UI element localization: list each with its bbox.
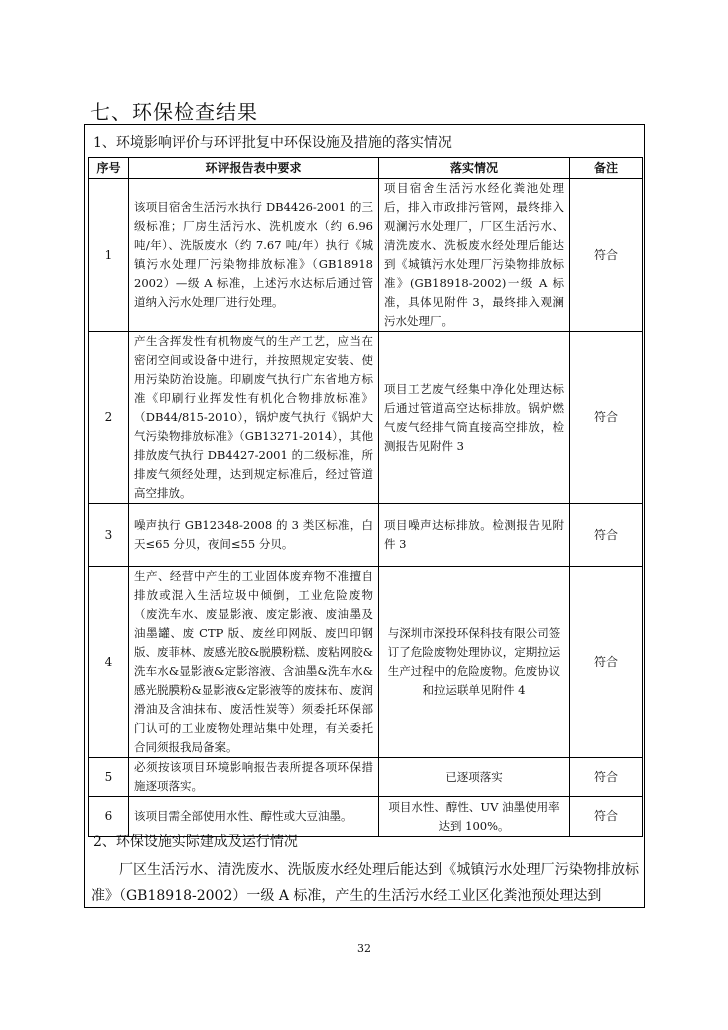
row-implementation: 项目宿舍生活污水经化粪池处理后，排入市政排污管网，最终排入观澜污水处理厂，厂区生活污水、清洗废水、洗板废水经处理后能达到《城镇污水处理厂污染物排放标准》(GB18918-2002)一级 A 标准，具体见附件 3，最终排入观澜污水处理厂。 (379, 179, 570, 332)
content-frame (84, 124, 645, 908)
body-paragraph: 厂区生活污水、清洗废水、洗版废水经处理后能达到《城镇污水处理厂污染物排放标准》（GB18918-2002）一级 A 标准，产生的生活污水经工业区化粪池预处理达到 (91, 862, 639, 904)
row-implementation: 与深圳市深投环保科技有限公司签订了危险废物处理协议，定期拉运生产过程中的危险废物。危废协议和拉运联单见附件 4 (379, 567, 570, 758)
header-remark: 备注 (570, 158, 643, 179)
row-remark: 符合 (570, 179, 643, 332)
row-no: 6 (89, 797, 129, 837)
table-header-row (89, 158, 643, 179)
row-remark: 符合 (570, 567, 643, 758)
requirements-table (88, 157, 643, 837)
row-no: 3 (89, 504, 129, 567)
row-remark: 符合 (570, 332, 643, 504)
table-row (89, 504, 643, 567)
page-number: 32 (357, 942, 371, 955)
table-row (89, 332, 643, 504)
row-no: 5 (89, 758, 129, 797)
row-requirement: 噪声执行 GB12348-2008 的 3 类区标准，白天≤65 分贝，夜间≤55 分贝。 (129, 504, 379, 567)
table-row (89, 758, 643, 797)
row-implementation: 已逐项落实 (379, 758, 570, 797)
subsection-2-title: 2、环保设施实际建成及运行情况 (93, 834, 298, 850)
row-requirement: 该项目需全部使用水性、醇性或大豆油墨。 (129, 797, 379, 837)
row-implementation: 项目水性、醇性、UV 油墨使用率达到 100%。 (379, 797, 570, 837)
subsection-1-title: 1、环境影响评价与环评批复中环保设施及措施的落实情况 (93, 135, 452, 151)
row-remark: 符合 (570, 797, 643, 837)
table-row (89, 179, 643, 332)
section-title: 七、环保检查结果 (90, 100, 258, 124)
row-remark: 符合 (570, 504, 643, 567)
row-requirement: 生产、经营中产生的工业固体废弃物不准擅自排放或混入生活垃圾中倾倒，工业危险废物（废洗车水、废显影液、废定影液、废油墨及油墨罐、废 CTP 版、废丝印网版、废凹印钢版、废菲林、废感光胶&脱膜粉糕、废粘网胶&洗车水&显影液&定影溶液、含油墨&洗车水&感光脱膜粉&显影液&定影液等的废抹布、废润滑油及含油抹布、废活性炭等）须委托环保部门认可的工业废物处理站集中处理，有关委托合同须报我局备案。 (129, 567, 379, 758)
row-remark: 符合 (570, 758, 643, 797)
header-no: 序号 (89, 158, 129, 179)
row-no: 1 (89, 179, 129, 332)
row-requirement: 必须按该项目环境影响报告表所提各项环保措施逐项落实。 (129, 758, 379, 797)
row-implementation: 项目工艺废气经集中净化处理达标后通过管道高空达标排放。锅炉燃气废气经排气筒直接高空排放，检测报告见附件 3 (379, 332, 570, 504)
header-requirement: 环评报告表中要求 (129, 158, 379, 179)
row-requirement: 该项目宿舍生活污水执行 DB4426-2001 的三级标准；厂房生活污水、洗机废水（约 6.96 吨/年）、洗版废水（约 7.67 吨/年）执行《城镇污水处理厂污染物排放标准》（GB18918 2002）—级 A 标准，上述污水达标后通过管道纳入污水处理厂进行处理。 (129, 179, 379, 332)
table-row (89, 567, 643, 758)
row-no: 2 (89, 332, 129, 504)
row-requirement: 产生含挥发性有机物废气的生产工艺，应当在密闭空间或设备中进行，并按照规定安装、使用污染防治设施。印刷废气执行广东省地方标准《印刷行业挥发性有机化合物排放标准》 （DB44/815-2010），锅炉废气执行《锅炉大气污染物排放标准》（GB13271-2014），其他排放废气执行 DB4427-2001 的二级标准，所排废气须经处理，达到规定标准后，经过管道高空排放。 (129, 332, 379, 504)
row-implementation: 项目噪声达标排放。检测报告见附件 3 (379, 504, 570, 567)
header-implementation: 落实情况 (379, 158, 570, 179)
row-no: 4 (89, 567, 129, 758)
